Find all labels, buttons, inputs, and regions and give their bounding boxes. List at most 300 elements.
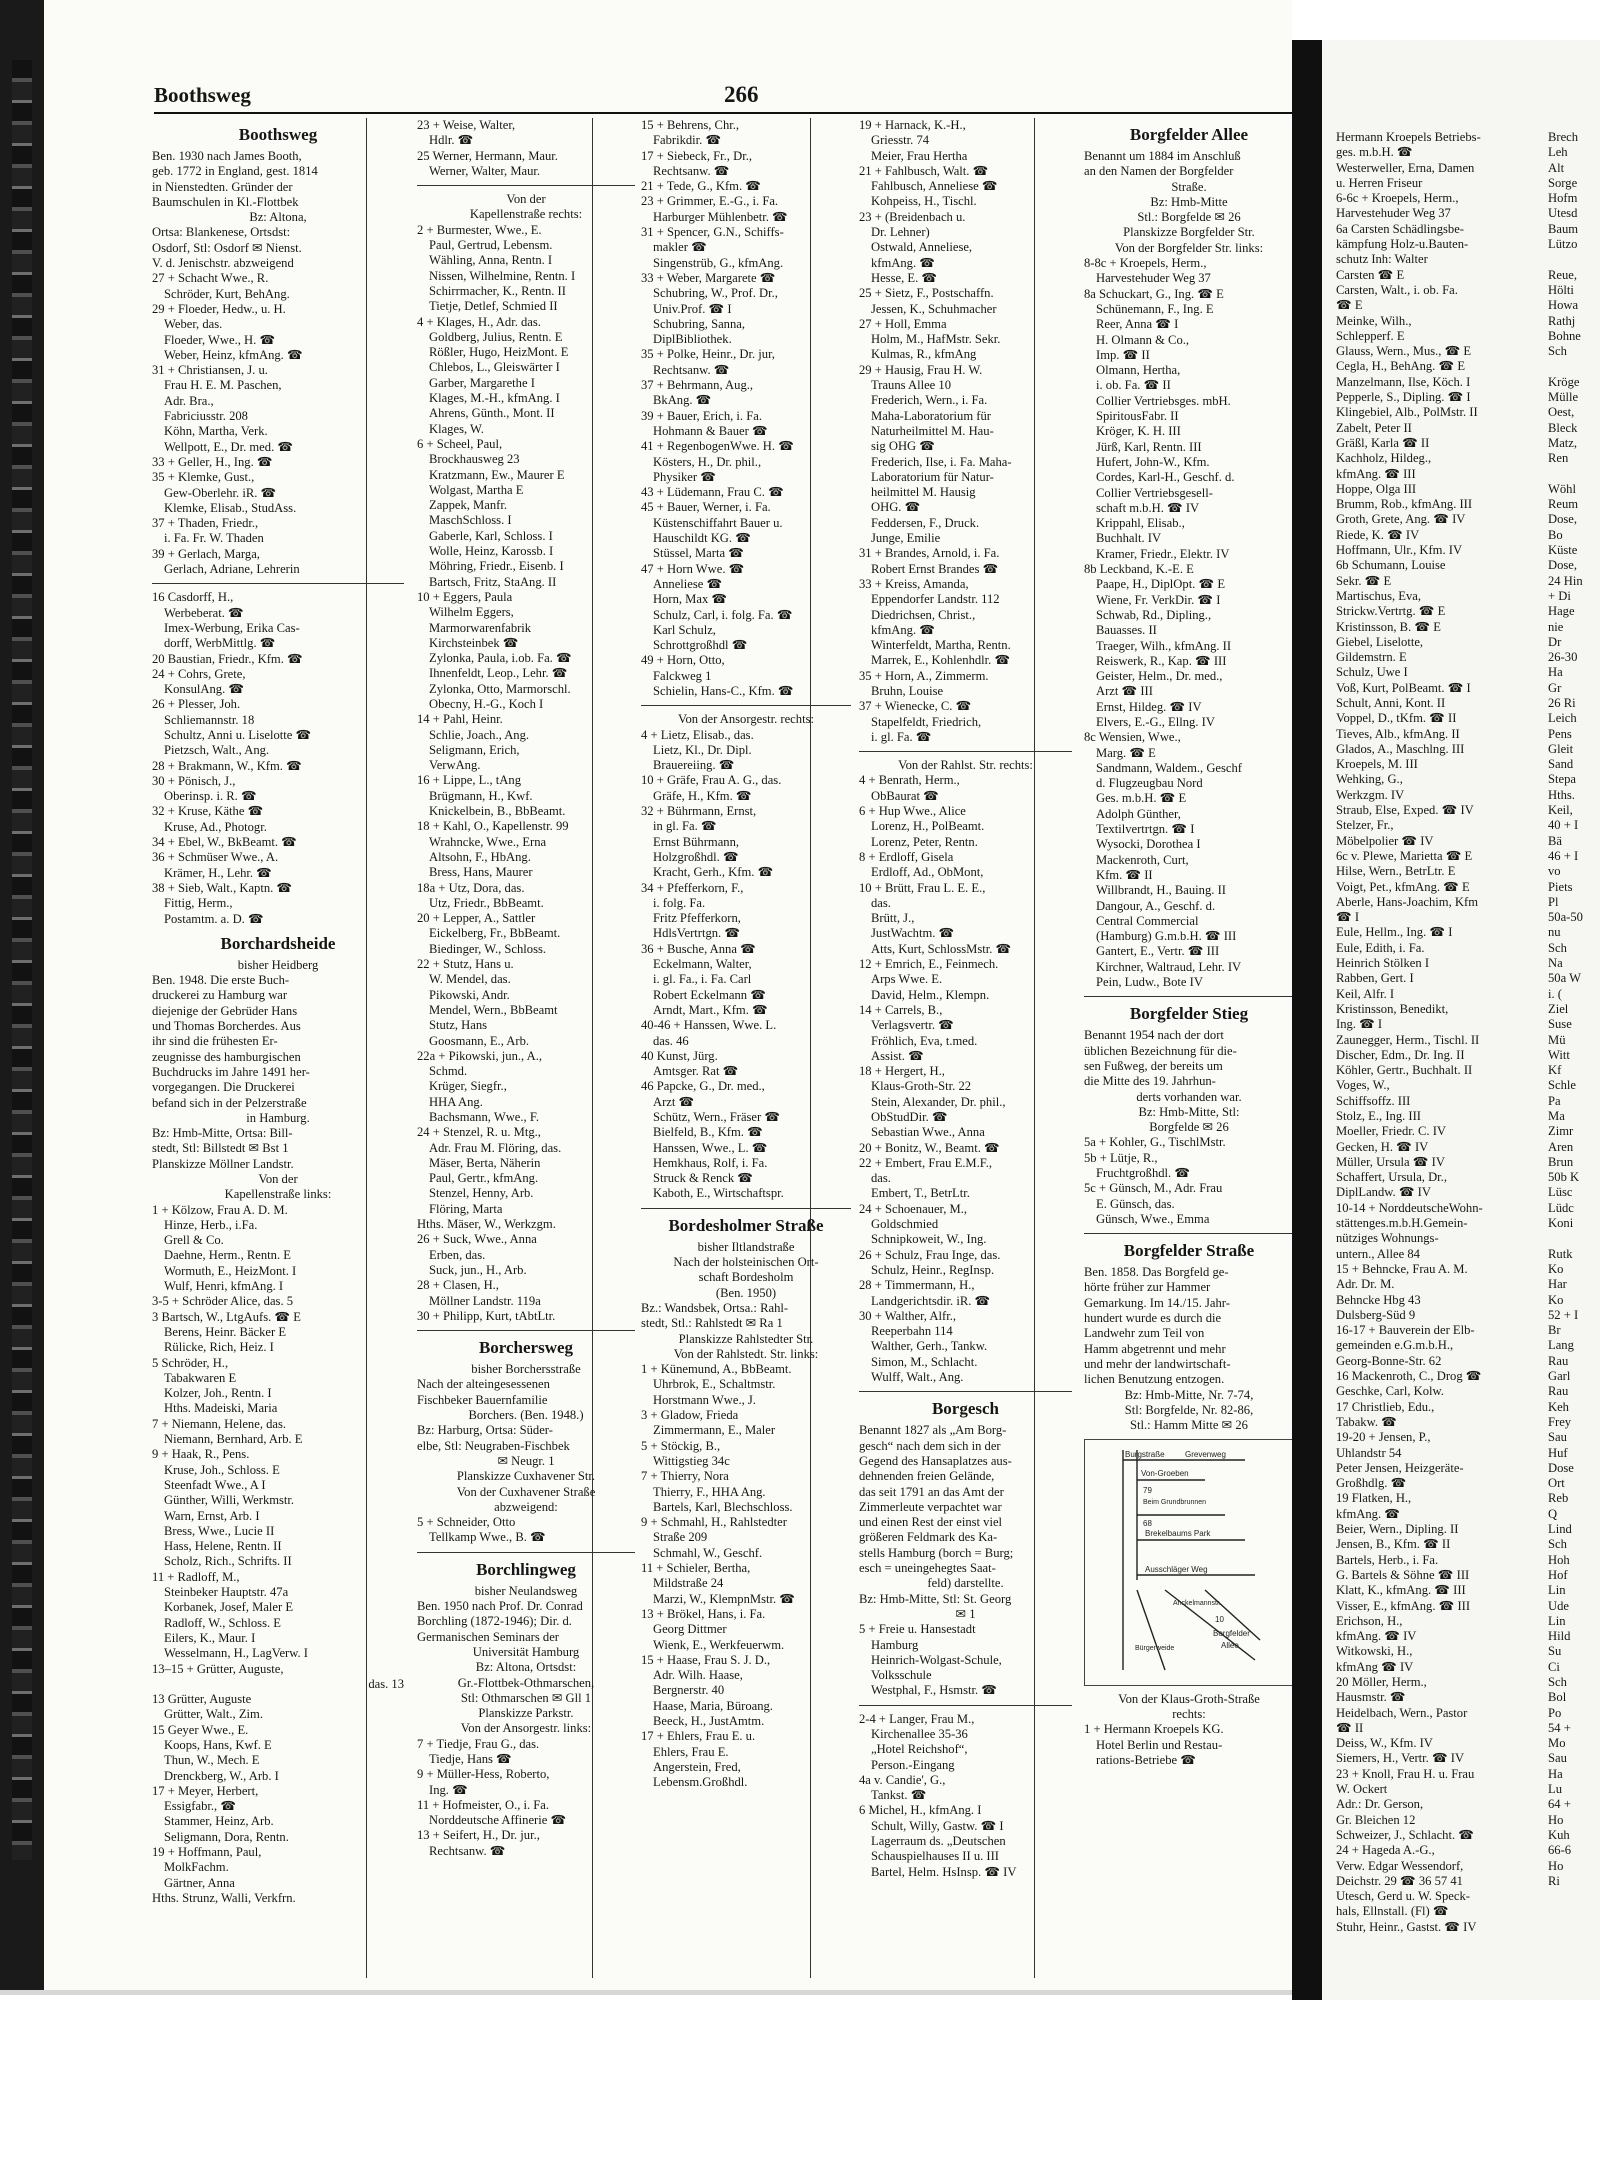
directory-entry-line: 41 + RegenbogenWwe. H. ☎ [641,439,794,454]
directory-entry-line: Ho [1548,1858,1564,1873]
directory-entry-line: Glados, A., Maschlng. III [1336,741,1465,756]
directory-entry-line: i. gl. Fa. ☎ [871,729,932,744]
directory-entry-line: Voß, Kurt, PolBeamt. ☎ I [1336,680,1471,695]
directory-entry-line: Robert Ernst Brandes ☎ [871,561,999,576]
directory-entry-line: Stenzel, Henny, Arb. [429,1186,534,1201]
directory-entry-line: 45 + Bauer, Werner, i. Fa. [641,500,771,515]
directory-entry-line: Wolle, Heinz, Karossb. I [429,544,554,559]
directory-entry-line: Tietje, Detlef, Schmied II [429,299,558,314]
directory-entry-line: V. d. Jenischstr. abzweigend [152,256,294,271]
directory-entry-line: Chlebos, L., Gleiswärter I [429,360,560,375]
directory-entry-line: 21 + Fahlbusch, Walt. ☎ [859,163,989,178]
directory-entry-line: Scholz, Rich., Schrifts. II [164,1554,292,1569]
section-divider [417,1552,635,1553]
directory-entry-line: Hamm abgetrennt und mehr [1084,1341,1226,1356]
directory-entry-line: Harburger Mühlenbetr. ☎ [653,209,788,224]
directory-entry-line: Schle [1548,1078,1576,1093]
directory-entry-line: Oberinsp. i. R. ☎ [164,789,257,804]
directory-entry-line: Tellkamp Wwe., B. ☎ [429,1530,546,1545]
directory-entry-line: Frederich, Wern., i. Fa. [871,393,988,408]
directory-entry-line: Fahlbusch, Anneliese ☎ [871,179,998,194]
directory-entry-line: Peter Jensen, Heizgeräte- [1336,1460,1464,1475]
directory-entry-line: das seit 1791 an das Amt der [859,1484,1004,1499]
directory-entry-line: Schauspielhauses II u. III [871,1849,999,1864]
street-heading: Borchlingweg [476,1559,576,1579]
street-heading: Borchardsheide [220,933,336,953]
directory-entry-line: Hage [1548,604,1575,619]
street-heading: Borgfelder Straße [1123,1241,1255,1261]
directory-entry-line: Angerstein, Fred, [653,1759,741,1774]
text-column-4 [859,118,1072,1880]
directory-entry-line: 16-17 + Bauverein der Elb- [1336,1323,1475,1338]
directory-entry-line: Nach der alteingesessenen [417,1377,550,1392]
directory-entry-line: Kösters, H., Dr. phil., [653,454,762,469]
directory-entry-line: Stuhr, Heinr., Gastst. ☎ IV [1336,1919,1477,1934]
directory-entry-line: Keh [1548,1399,1569,1414]
directory-entry-line: Georg Dittmer [653,1622,727,1637]
directory-entry-line: Hamburg [871,1637,919,1652]
directory-entry-line: bisher Heidberg [237,957,319,972]
directory-entry-line: Zappek, Manfr. [429,498,507,513]
directory-entry-line: 2 + Burmester, Wwe., E. [417,222,542,237]
directory-entry-line: Bartel, Helm. HsInsp. ☎ IV [871,1864,1017,1879]
directory-entry-line: KonsulAng. ☎ [164,682,245,697]
directory-entry-line: Stammer, Heinz, Arb. [164,1814,274,1829]
directory-entry-line: 13 + Seifert, H., Dr. jur., [417,1828,540,1843]
directory-entry-line: 22 + Stutz, Hans u. [417,957,514,972]
directory-entry-line: Leich [1548,711,1577,726]
directory-entry-line: BkAng. ☎ [653,393,712,408]
directory-entry-line: 5 + Stöckig, B., [641,1438,721,1453]
directory-entry-line: Kruse, Joh., Schloss. E [164,1462,280,1477]
directory-entry-line: Planskizze Cuxhavener Str. [456,1469,596,1484]
directory-entry-line: Gaberle, Karl, Schloss. I [429,528,553,543]
directory-entry-line: 2-4 + Langer, Frau M., [859,1711,975,1726]
directory-entry-line: Winterfeldt, Martha, Rentn. [871,638,1011,653]
directory-entry-line: hundert wurde es durch die [1084,1311,1222,1326]
directory-entry-line: Klingebiel, Alb., PolMstr. II [1336,405,1478,420]
directory-entry-line: Bartsch, Fritz, StaAng. II [429,574,557,589]
directory-entry-line: kfmAng. ☎ IV [1336,1629,1417,1644]
directory-entry-line: Gleit [1548,741,1574,756]
directory-entry-line: 36 + Schmüser Wwe., A. [152,850,279,865]
directory-entry-line: Planskizze Möllner Landstr. [152,1156,294,1171]
directory-entry-line: Atts, Kurt, SchlossMstr. ☎ [871,941,1012,956]
directory-entry-line: stedt, Stl: Billstedt ✉ Bst 1 [152,1141,289,1156]
directory-entry-line: Wormuth, E., HeizMont. I [164,1263,297,1278]
directory-entry-line: Ortsa: Blankenese, Ortsdst: [152,225,291,240]
directory-entry-line: Ben. 1950 nach Prof. Dr. Conrad [417,1599,583,1614]
directory-entry-line: Schubring, Sanna, [653,316,745,331]
directory-entry-line: 40 + I [1548,818,1579,833]
directory-entry-line: Kracht, Gerh., Kfm. ☎ [653,865,774,880]
directory-entry-line: Pepperle, S., Dipling. ☎ I [1336,390,1471,405]
directory-entry-line: Borchling (1872-1946); Dir. d. [417,1614,572,1629]
directory-entry-line: 25 Werner, Hermann, Maur. [417,148,558,163]
section-divider [417,1330,635,1331]
directory-entry-line: H. Olmann & Co., [1096,332,1190,347]
directory-entry-line: Schult, Anni, Kont. II [1336,695,1446,710]
directory-entry-line: Arndt, Mart., Kfm. ☎ [653,1002,768,1017]
directory-entry-line: Bauasses. II [1096,623,1157,638]
directory-entry-line: Schlepperf. E [1336,328,1405,343]
directory-entry-line: 37 + Behrmann, Aug., [641,378,754,393]
directory-entry-line: Garber, Margarethe I [429,375,535,390]
directory-entry-line: Bruhn, Louise [871,683,944,698]
directory-entry-line: Eckelmann, Walter, [653,957,752,972]
directory-entry-line: Zylonka, Paula, i.ob. Fa. ☎ [429,651,572,666]
directory-entry-line: Tankst. ☎ [871,1788,927,1803]
directory-entry-line: 23 + Knoll, Frau H. u. Frau [1336,1766,1475,1781]
map-street-line [1137,1590,1165,1670]
directory-entry-line: Dose, [1548,558,1578,573]
scan-edge-strip [0,0,44,1990]
directory-entry-line: Mendel, Wern., BbBeamt [429,1002,558,1017]
directory-entry-line: u. Herren Friseur [1336,175,1423,190]
directory-entry-line: 28 + Brakmann, W., Kfm. ☎ [152,758,302,773]
directory-entry-line: Marzi, W., KlempnMstr. ☎ [653,1591,795,1606]
directory-entry-line: Paul, Gertrud, Lebensm. [429,238,553,253]
directory-entry-line: Borchers. (Ben. 1948.) [468,1408,584,1423]
directory-entry-line: 23 + Weise, Walter, [417,118,516,132]
directory-entry-line: 1 + Hermann Kroepels KG. [1084,1722,1224,1737]
directory-entry-line: 28 + Clasen, H., [417,1278,499,1293]
directory-entry-line: bisher Iltlandstraße [697,1239,795,1254]
directory-entry-line: 32 + Kruse, Käthe ☎ [152,804,264,819]
directory-entry-line: Postamtm. a. D. ☎ [164,911,264,926]
directory-entry-line: Klaus-Groth-Str. 22 [871,1079,972,1094]
directory-entry-line: Kulmas, R., kfmAng [871,347,977,362]
directory-entry-line: Uhlandstr 54 [1336,1445,1402,1460]
directory-entry-line: Arzt ☎ III [1096,684,1153,699]
directory-entry-line: Benannt um 1884 im Anschluß [1084,149,1241,163]
directory-entry-line: Planskizze Borgfelder Str. [1123,225,1255,240]
directory-entry-line: Von der Rahlst. Str. rechts: [898,758,1033,773]
directory-entry-line: Maha-Laboratorium für [871,408,991,423]
directory-entry-line: Beier, Wern., Dipling. II [1336,1522,1459,1537]
directory-entry-line: Dr [1548,634,1562,649]
directory-entry-line: Landgerichtsdir. iR. ☎ [871,1293,991,1308]
directory-entry-line: 38 + Sieb, Walt., Kaptn. ☎ [152,880,293,895]
directory-entry-line: Tiedje, Hans ☎ [429,1751,512,1766]
directory-entry-line: Wysocki, Dorothea I [1096,837,1201,852]
directory-entry-line: Na [1548,956,1563,971]
directory-entry-line: Wienk, E., Werkfeuerwm. [653,1637,785,1652]
directory-entry-line: und einen Rest der einst viel [859,1515,1003,1530]
directory-entry-line: 8b Leckband, K.-E. E [1084,562,1194,577]
directory-entry-line: Ude [1548,1598,1569,1613]
directory-entry-line: Grütter, Walt., Zim. [164,1707,263,1722]
directory-entry-line: Schliemannstr. 18 [164,712,255,727]
directory-entry-line: Möbelpolier ☎ IV [1336,833,1434,848]
directory-entry-line: ✉ 1 [955,1606,976,1621]
directory-entry-line: Ernst, Hildeg. ☎ IV [1096,699,1202,714]
map-label: Brekelbaums Park [1145,1529,1211,1539]
directory-entry-line: diejenige der Gebrüder Hans [152,1003,298,1018]
directory-entry-line: Kapellenstraße rechts: [469,207,583,222]
directory-entry-line: gemeinden e.G.m.b.H., [1336,1338,1454,1353]
directory-entry-line: Ahrens, Günth., Mont. II [429,406,555,421]
directory-entry-line: Gärtner, Anna [164,1875,235,1890]
directory-entry-line: geb. 1772 in England, gest. 1814 [152,164,318,179]
directory-entry-line: 8c Wensien, Wwe., [1084,730,1181,745]
directory-entry-line: die Mitte des 19. Jahrhun- [1084,1074,1216,1089]
directory-entry-line: Dangour, A., Geschf. d. [1096,898,1216,913]
directory-entry-line: Ostwald, Anneliese, [871,240,973,255]
directory-entry-line: Wiene, Fr. VerkDir. ☎ I [1096,592,1221,607]
directory-entry-line: Sekr. ☎ E [1336,573,1392,588]
directory-entry-line: 16 Casdorff, H., [152,590,234,605]
street-heading: Borchersweg [478,1338,574,1358]
directory-entry-line: 24 + Stenzel, R. u. Mtg., [417,1125,541,1140]
directory-entry-line: Heidelbach, Wern., Pastor [1336,1705,1468,1720]
directory-entry-line: befand sich in der Pelzerstraße [152,1095,307,1110]
directory-entry-line: Marmorwarenfabrik [429,620,532,635]
directory-entry-line: Wrahncke, Wwe., Erna [429,834,547,849]
directory-entry-line: 31 + Brandes, Arnold, i. Fa. [859,546,1000,561]
directory-entry-line: 4a v. Candie', G., [859,1772,946,1787]
directory-entry-line: JustWachtm. ☎ [871,926,955,941]
directory-entry-line: Textilvertrtgn. ☎ I [1096,822,1195,837]
directory-entry-line: Kolzer, Joh., Rentn. I [164,1386,272,1401]
facing-page [1322,40,1600,2000]
directory-entry-line: Rülicke, Rich, Heiz. I [164,1340,274,1355]
directory-entry-line: Mäser, Berta, Näherin [429,1155,541,1170]
directory-entry-line: Von der [506,192,546,207]
directory-entry-line: 24 Hin [1548,573,1583,588]
directory-entry-line: Griesstr. 74 [871,133,930,148]
directory-entry-line: G. Bartels & Söhne ☎ III [1336,1567,1470,1582]
directory-entry-line: Sch [1548,344,1567,359]
directory-entry-line: Brun [1548,1154,1574,1169]
directory-entry-line: 26-30 [1548,650,1578,665]
directory-entry-line: Bol [1548,1690,1567,1705]
directory-entry-line: Straße 209 [653,1530,708,1545]
directory-entry-line: Ziel [1548,1001,1569,1016]
directory-entry-line: Georg-Bonne-Str. 62 [1336,1353,1442,1368]
directory-entry-line: Elvers, E.-G., Ellng. IV [1096,714,1215,729]
directory-entry-line: 20 + Bonitz, W., Beamt. ☎ [859,1140,1000,1155]
directory-entry-line: Schlie, Joach., Ang. [429,727,530,742]
directory-entry-line: Univ.Prof. ☎ I [653,301,732,316]
directory-entry-line: 5a + Kohler, G., TischlMstr. [1084,1135,1226,1150]
directory-entry-line: Eule, Edith, i. Fa. [1336,940,1425,955]
directory-entry-line: Thierry, F., HHA Ang. [653,1484,766,1499]
directory-entry-line: Central Commercial [1096,913,1199,928]
directory-entry-line: Hoppe, Olga III [1336,481,1417,496]
directory-entry-line: 34 + Pfefferkorn, F., [641,880,744,895]
directory-entry-line: Hths. [1548,787,1575,802]
directory-entry-line: Glauss, Wern., Mus., ☎ E [1336,344,1472,359]
directory-entry-line: Wähling, Anna, Rentn. I [429,253,553,268]
directory-entry-line: Pens [1548,726,1572,741]
directory-entry-line: Schnipkoweit, W., Ing. [871,1232,987,1247]
directory-entry-line: Warn, Ernst, Arb. I [164,1508,260,1523]
directory-entry-line: Schulz, Heinr., RegInsp. [871,1262,995,1277]
directory-entry-line: Heinrich-Wolgast-Schule, [871,1652,1002,1667]
directory-entry-line: Pl [1548,894,1559,909]
directory-entry-line: 1 + Kölzow, Frau A. D. M. [152,1202,288,1217]
directory-entry-line: 8 + Erdloff, Gisela [859,849,954,864]
directory-entry-line: Verw. Edgar Wessendorf, [1336,1858,1464,1873]
directory-entry-line: W. Mendel, das. [429,972,511,987]
directory-entry-line: 13–15 + Grütter, Auguste, [152,1661,284,1676]
page-header [154,76,1292,114]
directory-entry-line: das. [871,1171,891,1186]
text-column-3 [641,118,851,1790]
directory-entry-line: 24 + Cohrs, Grete, [152,666,246,681]
directory-entry-line: Kratzmann, Ew., Maurer E [429,467,565,482]
directory-entry-line: Fabrikdir. ☎ [653,133,722,148]
directory-entry-line: Von der Klaus-Groth-Straße [1118,1691,1260,1706]
directory-entry-line: Gildemstrn. E [1336,650,1407,665]
directory-entry-line: Struck & Renck ☎ [653,1171,753,1186]
directory-entry-line: elbe, Stl: Neugraben-Fischbek [417,1438,570,1453]
directory-entry-line: Sau [1548,1430,1567,1445]
section-divider [859,1705,1072,1706]
directory-entry-line: Von der [258,1172,298,1186]
section-divider [859,751,1072,752]
map-label: Bürgerweide [1135,1645,1175,1653]
directory-entry-line: bisher Borchersstraße [471,1362,581,1377]
directory-entry-line: Ben. 1948. Die erste Buch- [152,973,290,988]
directory-entry-line: Von der Cuxhavener Straße [456,1484,596,1499]
directory-entry-line: Klages, M.-H., kfmAng. I [429,391,560,406]
directory-entry-line: 33 + Weber, Margarete ☎ [641,270,776,285]
directory-entry-line: Ben. 1930 nach James Booth, [152,149,302,163]
directory-entry-line: Aberle, Hans-Joachim, Kfm [1336,894,1478,909]
directory-entry-line: Hdlr. ☎ [429,133,474,148]
directory-entry-line: Amtsger. Rat ☎ [653,1064,739,1079]
directory-entry-line: Klages, W. [429,421,484,436]
directory-entry-line: MolkFachm. [164,1860,229,1875]
directory-entry-line: und Thomas Borcherdes. Aus [152,1019,301,1034]
directory-entry-line: Reb [1548,1491,1569,1506]
directory-entry-line: Witt [1548,1047,1570,1062]
directory-entry-line: 50b K [1548,1170,1580,1185]
directory-entry-line: HHA Ang. [429,1094,483,1109]
directory-entry-line: Volksschule [871,1668,932,1683]
directory-entry-line: 21 + Tede, G., Kfm. ☎ [641,179,761,194]
directory-entry-line: d. Flugzeugbau Nord [1096,776,1203,791]
directory-entry-line: Siemers, H., Vertr. ☎ IV [1336,1751,1465,1766]
directory-entry-line: Wehking, G., [1336,772,1403,787]
directory-entry-line: Hof [1548,1567,1568,1582]
directory-entry-line: i. ob. Fa. ☎ II [1096,378,1171,393]
directory-entry-line: Ha [1548,665,1563,680]
directory-entry-line: Ma [1548,1109,1565,1123]
directory-entry-line: Marg. ☎ E [1096,745,1156,760]
directory-entry-line: Diedrichsen, Christ., [871,607,976,622]
directory-entry-line: Adr. Bra., [164,393,214,408]
text-column-2 [417,118,635,1859]
directory-entry-line: 7 + Thierry, Nora [641,1469,729,1484]
directory-entry-line: Fabriciusstr. 208 [164,409,248,424]
directory-entry-line: esch = uneingehegtes Saat- [859,1561,996,1576]
directory-entry-line: 26 + Suck, Wwe., Anna [417,1232,537,1247]
directory-entry-line: stells Hamburg (borch = Burg; [859,1545,1014,1560]
directory-entry-line: Feddersen, F., Druck. [871,515,980,530]
directory-entry-line: Lin [1548,1613,1566,1628]
directory-entry-line: ☎ E [1336,298,1363,313]
directory-entry-line: Kaboth, E., Wirtschaftspr. [653,1186,784,1201]
directory-entry-line: Hohmann & Bauer ☎ [653,423,768,438]
directory-entry-line: Arzt ☎ [653,1094,695,1109]
directory-entry-line: 11 + Hofmeister, O., i. Fa. [417,1797,550,1812]
directory-entry-line: Ko [1548,1292,1564,1307]
directory-entry-line [1548,359,1600,374]
directory-entry-line: Bz: Hmb-Mitte, Stl: St. Georg [859,1591,1012,1606]
directory-entry-line: Gerlach, Adriane, Lehrerin [164,562,300,577]
directory-entry-line: 18 + Kahl, O., Kapellenstr. 99 [417,819,569,834]
directory-entry-line: Trauns Allee 10 [871,378,951,393]
directory-entry-line: Ernst Bührmann, [653,834,740,849]
directory-entry-line: 16 Mackenroth, C., Drog ☎ [1336,1369,1482,1384]
directory-entry-line: Jensen, B., Kfm. ☎ II [1336,1537,1451,1552]
directory-entry-line: abzweigend: [494,1499,558,1514]
directory-entry-line: Eule, Hellm., Ing. ☎ I [1336,925,1453,940]
directory-entry-line: Berens, Heinr. Bäcker E [164,1324,287,1339]
directory-entry-line: Har [1548,1277,1567,1292]
directory-entry-line: 26 Ri [1548,695,1576,710]
directory-entry-line: und mehr der landwirtschaft- [1084,1356,1231,1371]
directory-entry-line: Mü [1548,1032,1566,1047]
directory-entry-line: Leh [1548,145,1568,160]
directory-entry-line: Bz: Hmb-Mitte, Stl: [1138,1104,1240,1119]
directory-entry-line: Hoh [1548,1552,1570,1567]
directory-entry-line: Gemarkung. Im 14./15. Jahr- [1084,1295,1230,1310]
directory-entry-line: Visser, E., kfmAng. ☎ III [1336,1598,1471,1613]
directory-entry-line: Eppendorfer Landstr. 112 [871,592,1000,607]
directory-entry-line: Brumm, Rob., kfmAng. III [1336,497,1473,512]
directory-entry-line: 40-46 + Hanssen, Wwe. L. [641,1018,777,1033]
directory-entry-line: ✉ Neugr. 1 [497,1453,555,1468]
directory-entry-line: Küste [1548,543,1578,558]
directory-entry-line: Frey [1548,1414,1572,1429]
directory-entry-line: Müller, Ursula ☎ IV [1336,1154,1445,1169]
directory-entry-line: kfmAng. ☎ [871,255,935,270]
directory-entry-line: 11 + Radloff, M., [152,1569,240,1584]
directory-entry-line: kfmAng. ☎ [871,622,935,637]
directory-entry-line: Ren [1548,451,1569,466]
section-divider [859,1391,1072,1392]
directory-entry-line: Ha [1548,1766,1563,1781]
directory-entry-line: Dr. Lehner) [871,225,930,240]
directory-entry-line: Gew-Oberlehr. iR. ☎ [164,485,277,500]
directory-entry-line: Junge, Emilie [871,531,941,546]
section-divider [1084,996,1292,997]
directory-entry-line: + Di [1548,588,1571,603]
directory-entry-line: ☎ II [1336,1720,1364,1735]
directory-entry-line: Köhn, Martha, Verk. [164,424,268,439]
directory-entry-line: 12 + Emrich, E., Feinmech. [859,957,999,972]
directory-entry-line: 25 + Sietz, F., Postschaffn. [859,286,994,301]
directory-entry-line: ☎ I [1336,910,1360,925]
directory-entry-line: Gecken, H. ☎ IV [1336,1139,1429,1154]
directory-entry-line: ObBaurat ☎ [871,788,939,803]
directory-entry-line: 5 + Schneider, Otto [417,1515,516,1530]
directory-entry-line: DiplLandw. ☎ IV [1336,1185,1431,1200]
directory-entry-line: 27 + Holl, Emma [859,316,947,331]
directory-entry-line: 15 + Haase, Frau S. J. D., [641,1652,771,1667]
directory-entry-line: dorff, WerbMittlg. ☎ [164,636,276,651]
directory-entry-line: Gräßl, Karla ☎ II [1336,435,1430,450]
directory-entry-line: bisher Neulandsweg [474,1583,578,1598]
directory-entry-line: 64 + [1548,1797,1571,1812]
directory-entry-line: Meier, Frau Hertha [871,148,968,163]
directory-entry-line: „Hotel Reichshof“, [871,1742,968,1757]
directory-entry-line: HdlsVertrtgn. ☎ [653,926,741,941]
